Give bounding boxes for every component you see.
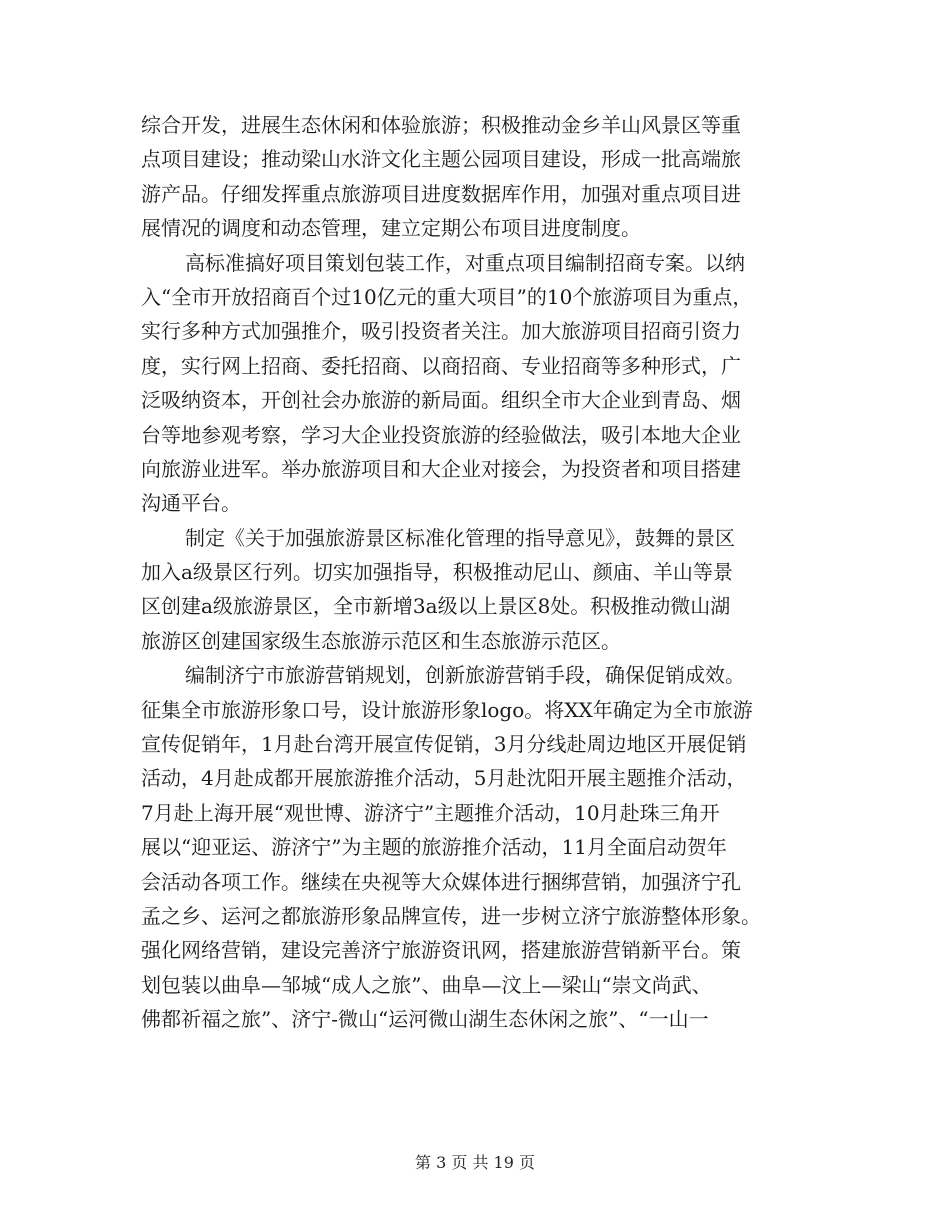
text-line: 综合开发，进展生态休闲和体验旅游；积极推动金乡羊山风景区等重 <box>141 113 741 137</box>
text-line: 展情况的调度和动态管理，建立定期公布项目进度制度。 <box>141 216 641 241</box>
text-line: 点项目建设；推动梁山水浒文化主题公园项目建设，形成一批高端旅 <box>141 147 741 172</box>
text-line: 度，实行网上招商、委托招商、以商招商、专业招商等多种形式，广 <box>141 353 741 378</box>
text-line: 孟之乡、运河之都旅游形象品牌宣传，进一步树立济宁旅游整体形象。 <box>141 903 761 928</box>
text-line: 宣传促销年，1月赴台湾开展宣传促销，3月分线赴周边地区开展促销 <box>141 732 747 757</box>
text-line: 7月赴上海开展“观世博、游济宁”主题推介活动，10月赴珠三角开 <box>141 800 720 825</box>
text-line: 活动，4月赴成都开展旅游推介活动，5月赴沈阳开展主题推介活动， <box>141 766 747 791</box>
text-line: 会活动各项工作。继续在央视等大众媒体进行捆绑营销，加强济宁孔 <box>141 869 741 894</box>
text-line: 佛都祈福之旅”、济宁-微山“运河微山湖生态休闲之旅”、“一山一 <box>141 1007 709 1032</box>
text-line: 实行多种方式加强推介，吸引投资者关注。加大旅游项目招商引资力 <box>141 319 741 344</box>
text-line: 强化网络营销，建设完善济宁旅游资讯网，搭建旅游营销新平台。策 <box>141 938 741 963</box>
text-line: 向旅游业进军。举办旅游项目和大企业对接会，为投资者和项目搭建 <box>141 456 741 481</box>
text-line: 泛吸纳资本，开创社会办旅游的新局面。组织全市大企业到青岛、烟 <box>141 388 741 413</box>
text-line: 台等地参观考察，学习大企业投资旅游的经验做法，吸引本地大企业 <box>141 422 741 447</box>
text-line: 旅游区创建国家级生态旅游示范区和生态旅游示范区。 <box>141 628 621 653</box>
text-line: 游产品。仔细发挥重点旅游项目进度数据库作用，加强对重点项目进 <box>141 181 741 206</box>
text-line: 展以“迎亚运、游济宁”为主题的旅游推介活动，11月全面启动贺年 <box>141 835 727 860</box>
text-line: 加入a级景区行列。切实加强指导，积极推动尼山、颜庙、羊山等景 <box>141 560 733 585</box>
paragraph-first-line: 编制济宁市旅游营销规划，创新旅游营销手段，确保促销成效。 <box>185 663 745 688</box>
document-body <box>141 108 831 1037</box>
text-line: 划包装以曲阜—邹城“成人之旅”、曲阜—汶上—梁山“崇文尚武、 <box>141 972 712 997</box>
page-footer: 第 3 页 共 19 页 <box>415 1153 535 1172</box>
text-line: 区创建a级旅游景区，全市新增3a级以上景区8处。积极推动微山湖 <box>141 594 731 619</box>
paragraph-first-line: 高标准搞好项目策划包装工作，对重点项目编制招商专案。以纳 <box>185 250 745 275</box>
text-line: 沟通平台。 <box>141 491 241 516</box>
text-line: 入“全市开放招商百个过10亿元的重大项目”的10个旅游项目为重点， <box>141 284 753 309</box>
text-line: 征集全市旅游形象口号，设计旅游形象logo。将XX年确定为全市旅游 <box>141 697 753 722</box>
paragraph-first-line: 制定《关于加强旅游景区标准化管理的指导意见》，鼓舞的景区 <box>185 525 735 550</box>
